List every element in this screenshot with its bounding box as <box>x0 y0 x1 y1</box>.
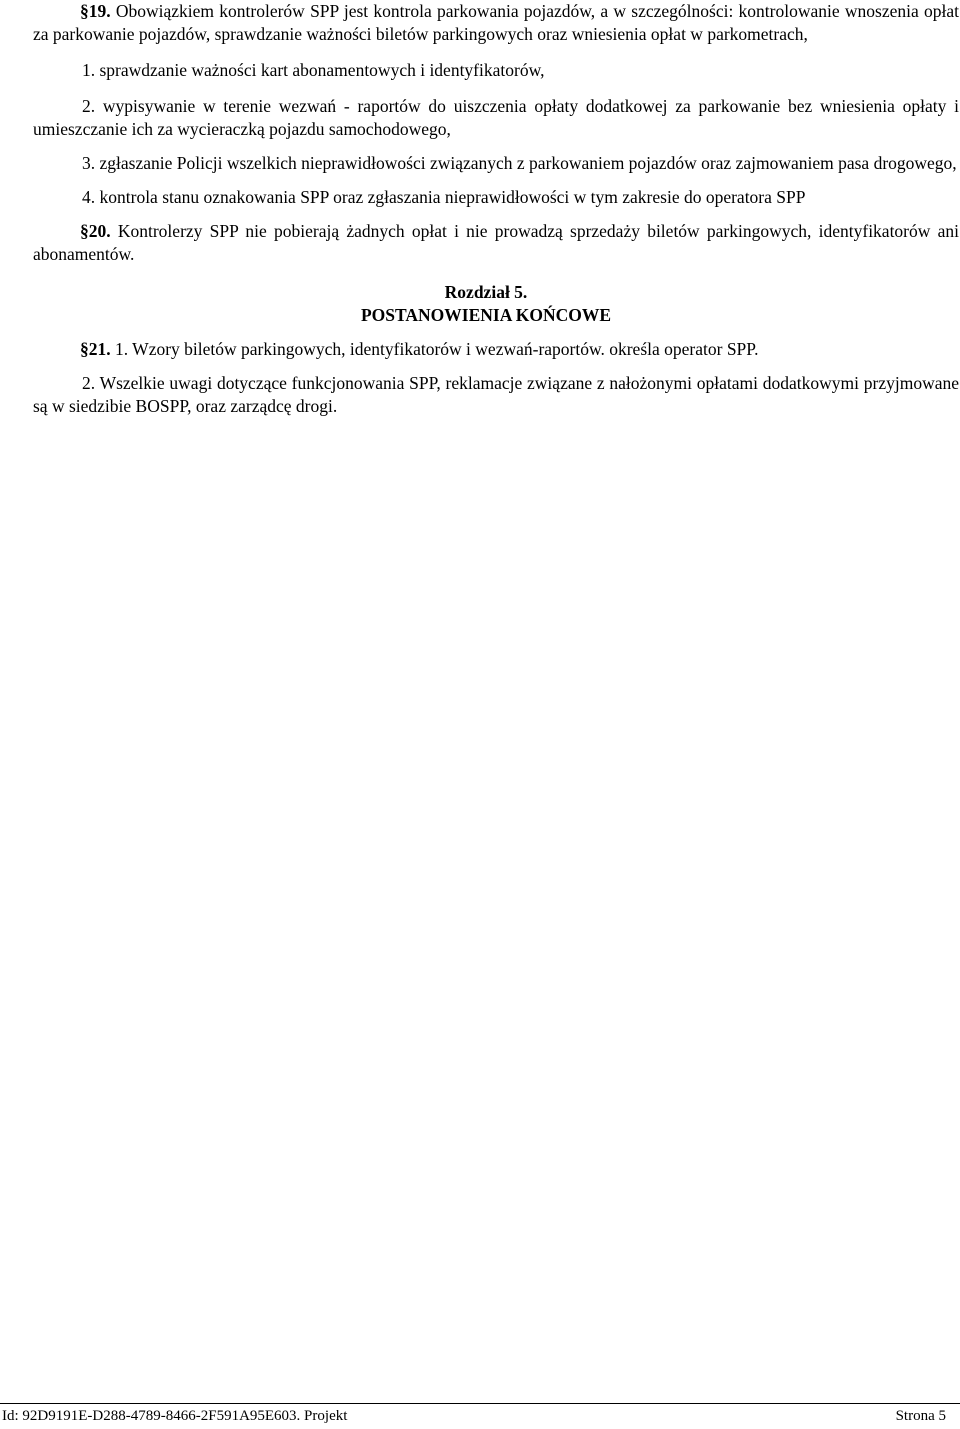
paragraph-21-text-1: 1. Wzory biletów parkingowych, identyfikatorów i wezwań-raportów. określa operator SPP. <box>115 339 759 359</box>
chapter-subtitle: POSTANOWIENIA KOŃCOWE <box>360 305 612 325</box>
chapter-title: Rozdział 5. <box>444 282 528 302</box>
paragraph-19 <box>33 0 959 46</box>
list-item: 2. wypisywanie w terenie wezwań - raportów do uiszczenia opłaty dodatkowej za parkowanie bez wniesienia opłaty i umieszczanie ich za wycieraczką pojazdu samochodowego, <box>33 96 959 139</box>
paragraph-20 <box>33 220 959 266</box>
paragraph-20-number: §20. <box>80 221 111 241</box>
document-page <box>33 0 959 418</box>
list-item: 1. sprawdzanie ważności kart abonamentowych i identyfikatorów, <box>82 60 545 80</box>
page-footer <box>0 1403 960 1429</box>
paragraph-21-number: §21. <box>80 339 111 359</box>
paragraph-21 <box>33 338 959 361</box>
list-item: 3. zgłaszanie Policji wszelkich nieprawidłowości związanych z parkowaniem pojazdów oraz zajmowaniem pasa drogowego, <box>82 153 957 173</box>
paragraph-21-item-2: 2. Wszelkie uwagi dotyczące funkcjonowania SPP, reklamacje związane z nałożonymi opłatami dodatkowymi przyjmowane są w siedzibie BOSPP, oraz zarządcę drogi. <box>33 373 959 416</box>
document-id: Id: 92D9191E-D288-4789-8466-2F591A95E603. Projekt <box>2 1408 348 1424</box>
paragraph-19-number: §19. <box>80 1 111 21</box>
paragraph-20-text: Kontrolerzy SPP nie pobierają żadnych opłat i nie prowadzą sprzedaży biletów parkingowych, identyfikatorów ani abonamentów. <box>33 221 960 264</box>
list-item: 4. kontrola stanu oznakowania SPP oraz zgłaszania nieprawidłowości w tym zakresie do operatora SPP <box>82 187 806 207</box>
paragraph-19-text: Obowiązkiem kontrolerów SPP jest kontrola parkowania pojazdów, a w szczególności: kontrolowanie wnoszenia opłat za parkowanie pojazdów, sprawdzanie ważności biletów parkingowych oraz wniesienia opłat w parkometrach, <box>33 1 959 44</box>
page-number: Strona 5 <box>895 1408 946 1424</box>
